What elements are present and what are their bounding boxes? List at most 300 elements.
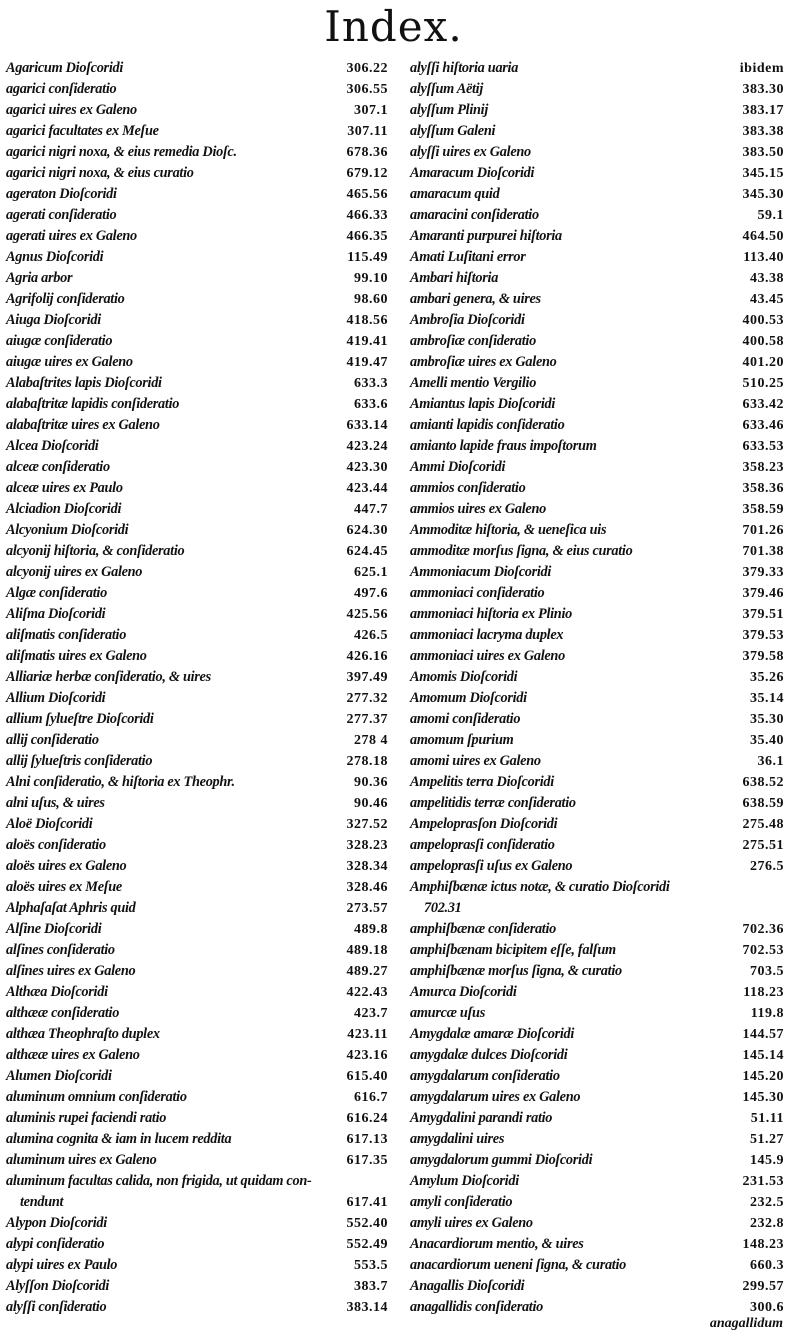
index-entry	[6, 310, 390, 331]
entry-text: aloës uires ex Galeno	[6, 858, 127, 874]
entry-text: alyſſum Aëtij	[410, 81, 484, 97]
index-entry	[6, 604, 390, 625]
entry-page: 617.13	[346, 1132, 388, 1147]
entry-page: 383.30	[742, 82, 784, 97]
index-entry	[6, 1024, 390, 1045]
index-entry	[410, 1192, 786, 1213]
entry-page: 35.14	[750, 691, 784, 706]
entry-page: 447.7	[354, 502, 388, 517]
entry-page: 379.46	[742, 586, 784, 601]
entry-page: 638.52	[742, 775, 784, 790]
index-entry	[410, 961, 786, 982]
index-entry	[410, 1234, 786, 1255]
index-entry	[6, 919, 390, 940]
entry-text: Anacardiorum mentio, & uires	[410, 1236, 584, 1252]
entry-text: Alciadion Dioſcoridi	[6, 501, 122, 517]
entry-page: 400.53	[742, 313, 784, 328]
index-entry	[410, 205, 786, 226]
entry-text: alabaſtritæ lapidis conſideratio	[6, 396, 180, 412]
entry-text: alyſſi conſideratio	[6, 1299, 107, 1315]
entry-text: amygdalarum uires ex Galeno	[410, 1089, 581, 1105]
index-entry	[6, 961, 390, 982]
entry-page: 624.30	[346, 523, 388, 538]
index-entry	[6, 898, 390, 919]
entry-text: Amelli mentio Vergilio	[410, 375, 537, 391]
entry-page: 397.49	[346, 670, 388, 685]
index-entry	[6, 415, 390, 436]
entry-text: 702.31	[424, 900, 462, 916]
entry-page: 273.57	[346, 901, 388, 916]
entry-page: 51.11	[750, 1111, 784, 1126]
index-entry	[6, 436, 390, 457]
entry-text: althææ uires ex Galeno	[6, 1047, 140, 1063]
entry-page: 426.16	[346, 649, 388, 664]
index-entry	[6, 1003, 390, 1024]
entry-page: 275.51	[742, 838, 784, 853]
entry-text: amyli conſideratio	[410, 1194, 513, 1210]
entry-page: 465.56	[346, 187, 388, 202]
index-entry	[410, 352, 786, 373]
entry-page: 379.51	[742, 607, 784, 622]
entry-text: ampelitidis terræ conſideratio	[410, 795, 576, 811]
index-entry	[6, 58, 390, 79]
index-entry	[410, 1255, 786, 1276]
entry-page: 423.7	[354, 1006, 388, 1021]
entry-text: alſines uires ex Galeno	[6, 963, 136, 979]
index-column-left	[6, 58, 390, 1318]
index-entry	[6, 730, 390, 751]
entry-text: amaracum quid	[410, 186, 500, 202]
entry-text: ammios conſideratio	[410, 480, 526, 496]
entry-text: agarici conſideratio	[6, 81, 117, 97]
entry-page: 489.8	[354, 922, 388, 937]
entry-page: 231.53	[742, 1174, 784, 1189]
index-entry	[6, 877, 390, 898]
entry-page: 43.45	[750, 292, 784, 307]
entry-page: 701.38	[742, 544, 784, 559]
index-entry	[410, 793, 786, 814]
entry-page: 466.33	[346, 208, 388, 223]
entry-text: ampeloprasſi uſus ex Galeno	[410, 858, 573, 874]
entry-text: Aloë Dioſcoridi	[6, 816, 93, 832]
entry-page: 419.41	[346, 334, 388, 349]
entry-page: 275.48	[742, 817, 784, 832]
index-entry	[410, 667, 786, 688]
entry-page: 358.36	[742, 481, 784, 496]
index-entry	[410, 415, 786, 436]
entry-text: Amylum Dioſcoridi	[410, 1173, 519, 1189]
index-entry	[6, 814, 390, 835]
entry-text: ammios uires ex Galeno	[410, 501, 546, 517]
entry-page: 617.41	[346, 1195, 388, 1210]
entry-page: 422.43	[346, 985, 388, 1000]
index-entry	[6, 499, 390, 520]
index-entry	[6, 520, 390, 541]
entry-text: Agria arbor	[6, 270, 73, 286]
index-entry	[410, 1003, 786, 1024]
entry-page: 307.1	[354, 103, 388, 118]
entry-page: 379.58	[742, 649, 784, 664]
entry-text: althææ conſideratio	[6, 1005, 120, 1021]
index-entry	[6, 79, 390, 100]
index-entry	[6, 184, 390, 205]
index-entry	[410, 100, 786, 121]
entry-page: 633.14	[346, 418, 388, 433]
entry-page: 119.8	[750, 1006, 784, 1021]
entry-page: 277.37	[346, 712, 388, 727]
index-entry	[410, 1024, 786, 1045]
entry-text: ammoditæ morſus ſigna, & eius curatio	[410, 543, 633, 559]
index-entry	[6, 751, 390, 772]
entry-text: alcyonij hiſtoria, & conſideratio	[6, 543, 185, 559]
entry-page: 423.16	[346, 1048, 388, 1063]
entry-text: Algæ conſideratio	[6, 585, 107, 601]
entry-text: amianti lapidis conſideratio	[410, 417, 565, 433]
entry-page: 625.1	[354, 565, 388, 580]
index-entry	[410, 835, 786, 856]
index-entry	[6, 1192, 390, 1213]
index-entry	[410, 1150, 786, 1171]
index-entry	[410, 772, 786, 793]
entry-page: 379.33	[742, 565, 784, 580]
entry-page: 633.3	[354, 376, 388, 391]
index-entry	[6, 1150, 390, 1171]
entry-text: ambroſiæ uires ex Galeno	[410, 354, 557, 370]
index-entry	[410, 583, 786, 604]
entry-page: 552.49	[346, 1237, 388, 1252]
entry-page: 633.6	[354, 397, 388, 412]
entry-text: alypi uires ex Paulo	[6, 1257, 118, 1273]
entry-page: 466.35	[346, 229, 388, 244]
entry-page: 299.57	[742, 1279, 784, 1294]
entry-text: aiugæ conſideratio	[6, 333, 113, 349]
entry-page: 425.56	[346, 607, 388, 622]
index-entry	[410, 268, 786, 289]
entry-text: agarici nigri noxa, & eius curatio	[6, 165, 194, 181]
entry-page: 379.53	[742, 628, 784, 643]
entry-text: Ammi Dioſcoridi	[410, 459, 506, 475]
entry-text: ampeloprasſi conſideratio	[410, 837, 555, 853]
entry-text: Amomis Dioſcoridi	[410, 669, 518, 685]
entry-text: Agrifolij conſideratio	[6, 291, 125, 307]
index-entry	[6, 1255, 390, 1276]
index-entry	[6, 142, 390, 163]
entry-text: amianto lapide fraus impoſtorum	[410, 438, 597, 454]
entry-page: 633.46	[742, 418, 784, 433]
index-entry	[410, 1087, 786, 1108]
entry-text: Ammoditæ hiſtoria, & ueneſica uis	[410, 522, 607, 538]
index-entry	[410, 646, 786, 667]
entry-page: 423.11	[347, 1027, 388, 1042]
entry-page: 401.20	[742, 355, 784, 370]
index-entry	[410, 121, 786, 142]
entry-text: ammoniaci conſideratio	[410, 585, 545, 601]
entry-text: amyli uires ex Galeno	[410, 1215, 533, 1231]
entry-page: 616.24	[346, 1111, 388, 1126]
entry-text: Althæa Dioſcoridi	[6, 984, 108, 1000]
entry-text: Alliariæ herbæ conſideratio, & uires	[6, 669, 211, 685]
entry-text: alyſſum Galeni	[410, 123, 496, 139]
entry-page: 327.52	[346, 817, 388, 832]
index-entry	[6, 982, 390, 1003]
index-entry	[410, 478, 786, 499]
index-entry	[6, 1276, 390, 1297]
entry-text: aluminis rupei faciendi ratio	[6, 1110, 167, 1126]
entry-text: Agaricum Dioſcoridi	[6, 60, 124, 76]
entry-text: Alabaſtrites lapis Dioſcoridi	[6, 375, 162, 391]
entry-text: alcyonij uires ex Galeno	[6, 564, 143, 580]
entry-text: Aiuga Dioſcoridi	[6, 312, 101, 328]
entry-text: amurcæ uſus	[410, 1005, 485, 1021]
index-entry	[6, 331, 390, 352]
entry-page: 358.59	[742, 502, 784, 517]
index-entry	[6, 667, 390, 688]
entry-text: Amphiſbænæ ictus notæ, & curatio Dioſcoridi	[410, 879, 670, 895]
entry-page: 702.53	[742, 943, 784, 958]
entry-page: 90.36	[354, 775, 388, 790]
entry-page: 383.14	[346, 1300, 388, 1315]
catchword: anagallidum	[709, 1316, 783, 1331]
entry-page: 426.5	[354, 628, 388, 643]
index-entry	[6, 394, 390, 415]
entry-text: aluminum omnium conſideratio	[6, 1089, 187, 1105]
entry-text: aloës conſideratio	[6, 837, 106, 853]
index-entry	[6, 226, 390, 247]
entry-text: Ambroſia Dioſcoridi	[410, 312, 525, 328]
entry-text: Alyſſon Dioſcoridi	[6, 1278, 110, 1294]
page-title: Index.	[324, 2, 463, 51]
entry-text: alni uſus, & uires	[6, 795, 105, 811]
index-entry	[6, 793, 390, 814]
entry-text: Alni conſideratio, & hiſtoria ex Theophr.	[6, 774, 235, 790]
entry-text: allium ſylueſtre Dioſcoridi	[6, 711, 154, 727]
entry-page: 553.5	[354, 1258, 388, 1273]
entry-page: 278 4	[354, 733, 388, 748]
index-entry	[410, 184, 786, 205]
entry-page: 35.30	[750, 712, 784, 727]
entry-text: aloës uires ex Meſue	[6, 879, 122, 895]
index-entry	[6, 289, 390, 310]
entry-text: ageraton Dioſcoridi	[6, 186, 117, 202]
entry-text: amphiſbænæ morſus ſigna, & curatio	[410, 963, 622, 979]
index-entry	[6, 835, 390, 856]
entry-page: 633.42	[742, 397, 784, 412]
entry-text: althæa Theophraſto duplex	[6, 1026, 160, 1042]
entry-text: alſines conſideratio	[6, 942, 115, 958]
entry-page: 145.14	[742, 1048, 784, 1063]
entry-text: amomi conſideratio	[410, 711, 521, 727]
entry-page: 345.30	[742, 187, 784, 202]
entry-page: 638.59	[742, 796, 784, 811]
entry-page: 679.12	[346, 166, 388, 181]
entry-text: agerati uires ex Galeno	[6, 228, 137, 244]
entry-page: 510.25	[742, 376, 784, 391]
entry-page: 232.5	[750, 1195, 784, 1210]
index-entry	[6, 541, 390, 562]
index-entry	[6, 100, 390, 121]
entry-text: Ambari hiſtoria	[410, 270, 499, 286]
entry-text: amomum ſpurium	[410, 732, 514, 748]
entry-text: Ampeloprasſon Dioſcoridi	[410, 816, 558, 832]
entry-page: 616.7	[354, 1090, 388, 1105]
index-entry	[410, 58, 786, 79]
entry-text: agerati conſideratio	[6, 207, 117, 223]
entry-page: 418.56	[346, 313, 388, 328]
entry-text: Amurca Dioſcoridi	[410, 984, 517, 1000]
entry-page: 43.38	[750, 271, 784, 286]
entry-text: Amygdalæ amaræ Dioſcoridi	[410, 1026, 575, 1042]
entry-text: Alypon Dioſcoridi	[6, 1215, 107, 1231]
index-entry	[410, 898, 786, 919]
index-entry	[410, 562, 786, 583]
entry-text: amphiſbænæ conſideratio	[410, 921, 557, 937]
index-entry	[410, 310, 786, 331]
entry-text: anacardiorum ueneni ſigna, & curatio	[410, 1257, 627, 1273]
entry-text: tendunt	[20, 1194, 64, 1210]
index-entry	[410, 730, 786, 751]
entry-text: Amati Luſitani error	[410, 249, 526, 265]
entry-text: ammoniaci uires ex Galeno	[410, 648, 565, 664]
entry-page: 232.8	[750, 1216, 784, 1231]
index-entry	[6, 1087, 390, 1108]
index-entry	[6, 1108, 390, 1129]
entry-page: 36.1	[757, 754, 784, 769]
index-entry	[6, 688, 390, 709]
index-column-right	[410, 58, 786, 1318]
entry-page: 277.32	[346, 691, 388, 706]
entry-text: Allium Dioſcoridi	[6, 690, 106, 706]
entry-text: amomi uires ex Galeno	[410, 753, 541, 769]
entry-page: 98.60	[354, 292, 388, 307]
entry-page: 59.1	[757, 208, 784, 223]
entry-text: Alcyonium Dioſcoridi	[6, 522, 129, 538]
index-entry	[410, 436, 786, 457]
index-entry	[410, 877, 786, 898]
entry-page: 702.36	[742, 922, 784, 937]
entry-text: Amygdalini parandi ratio	[410, 1110, 553, 1126]
entry-text: alypi conſideratio	[6, 1236, 105, 1252]
entry-text: ammoniaci lacryma duplex	[410, 627, 564, 643]
entry-page: 660.3	[750, 1258, 784, 1273]
index-entry	[410, 163, 786, 184]
entry-page: 383.38	[742, 124, 784, 139]
entry-text: agarici uires ex Galeno	[6, 102, 137, 118]
entry-page: 624.45	[346, 544, 388, 559]
entry-text: amygdalorum gummi Dioſcoridi	[410, 1152, 593, 1168]
index-entry	[410, 688, 786, 709]
entry-page: 113.40	[743, 250, 784, 265]
entry-text: ammoniaci hiſtoria ex Plinio	[410, 606, 572, 622]
index-entry	[6, 1297, 390, 1318]
entry-text: Amaracum Dioſcoridi	[410, 165, 535, 181]
entry-text: alyſſi hiſtoria uaria	[410, 60, 519, 76]
index-entry	[410, 457, 786, 478]
entry-text: allij ſylueſtris conſideratio	[6, 753, 153, 769]
entry-page: 99.10	[354, 271, 388, 286]
index-entry	[410, 919, 786, 940]
entry-page: 497.6	[354, 586, 388, 601]
entry-page: 464.50	[742, 229, 784, 244]
entry-text: alabaſtritæ uires ex Galeno	[6, 417, 160, 433]
index-entry	[6, 562, 390, 583]
index-entry	[6, 457, 390, 478]
entry-page: 115.49	[347, 250, 388, 265]
entry-text: Alumen Dioſcoridi	[6, 1068, 112, 1084]
entry-text: alyſſum Plinij	[410, 102, 489, 118]
entry-page: 701.26	[742, 523, 784, 538]
index-entry	[410, 142, 786, 163]
entry-text: amygdalæ dulces Dioſcoridi	[410, 1047, 568, 1063]
entry-text: aiugæ uires ex Galeno	[6, 354, 133, 370]
index-entry	[6, 856, 390, 877]
index-entry	[410, 1276, 786, 1297]
entry-text: alceæ uires ex Paulo	[6, 480, 123, 496]
entry-page: 678.36	[346, 145, 388, 160]
index-entry	[6, 1066, 390, 1087]
entry-page: 35.40	[750, 733, 784, 748]
index-entry	[410, 709, 786, 730]
index-entry	[410, 604, 786, 625]
index-entry	[6, 1171, 390, 1192]
entry-page: 423.44	[346, 481, 388, 496]
index-entry	[410, 1171, 786, 1192]
entry-text: agarici facultates ex Meſue	[6, 123, 159, 139]
entry-page: 148.23	[742, 1237, 784, 1252]
index-entry	[410, 541, 786, 562]
entry-page: 617.35	[346, 1153, 388, 1168]
entry-page: 328.34	[346, 859, 388, 874]
entry-text: aliſmatis conſideratio	[6, 627, 127, 643]
entry-page: 144.57	[742, 1027, 784, 1042]
index-entry	[410, 394, 786, 415]
entry-text: anagallidis conſideratio	[410, 1299, 543, 1315]
index-entry	[410, 79, 786, 100]
index-entry	[410, 1297, 786, 1318]
entry-page: 345.15	[742, 166, 784, 181]
entry-text: Alcea Dioſcoridi	[6, 438, 99, 454]
entry-page: 307.11	[347, 124, 388, 139]
entry-text: Alſine Dioſcoridi	[6, 921, 102, 937]
entry-text: Alphaſaſat Aphris quid	[6, 900, 136, 916]
index-entry	[6, 772, 390, 793]
index-entry	[410, 373, 786, 394]
index-entry	[6, 940, 390, 961]
index-entry	[410, 247, 786, 268]
entry-page: 419.47	[346, 355, 388, 370]
entry-text: Amomum Dioſcoridi	[410, 690, 527, 706]
entry-text: ambari genera, & uires	[410, 291, 541, 307]
entry-text: ambroſiæ conſideratio	[410, 333, 536, 349]
index-entry	[410, 1108, 786, 1129]
entry-page: 423.24	[346, 439, 388, 454]
entry-text: Amiantus lapis Dioſcoridi	[410, 396, 556, 412]
index-entry	[410, 982, 786, 1003]
entry-text: allij conſideratio	[6, 732, 99, 748]
entry-page: 278.18	[346, 754, 388, 769]
entry-page: 633.53	[742, 439, 784, 454]
entry-page: ibidem	[739, 61, 784, 76]
index-entry	[6, 205, 390, 226]
entry-text: amygdalarum conſideratio	[410, 1068, 560, 1084]
index-entry	[6, 1213, 390, 1234]
index-entry	[410, 751, 786, 772]
index-entry	[410, 289, 786, 310]
entry-text: Agnus Dioſcoridi	[6, 249, 104, 265]
entry-page: 145.9	[750, 1153, 784, 1168]
entry-text: Aliſma Dioſcoridi	[6, 606, 106, 622]
index-entry	[410, 1066, 786, 1087]
index-entry	[6, 247, 390, 268]
